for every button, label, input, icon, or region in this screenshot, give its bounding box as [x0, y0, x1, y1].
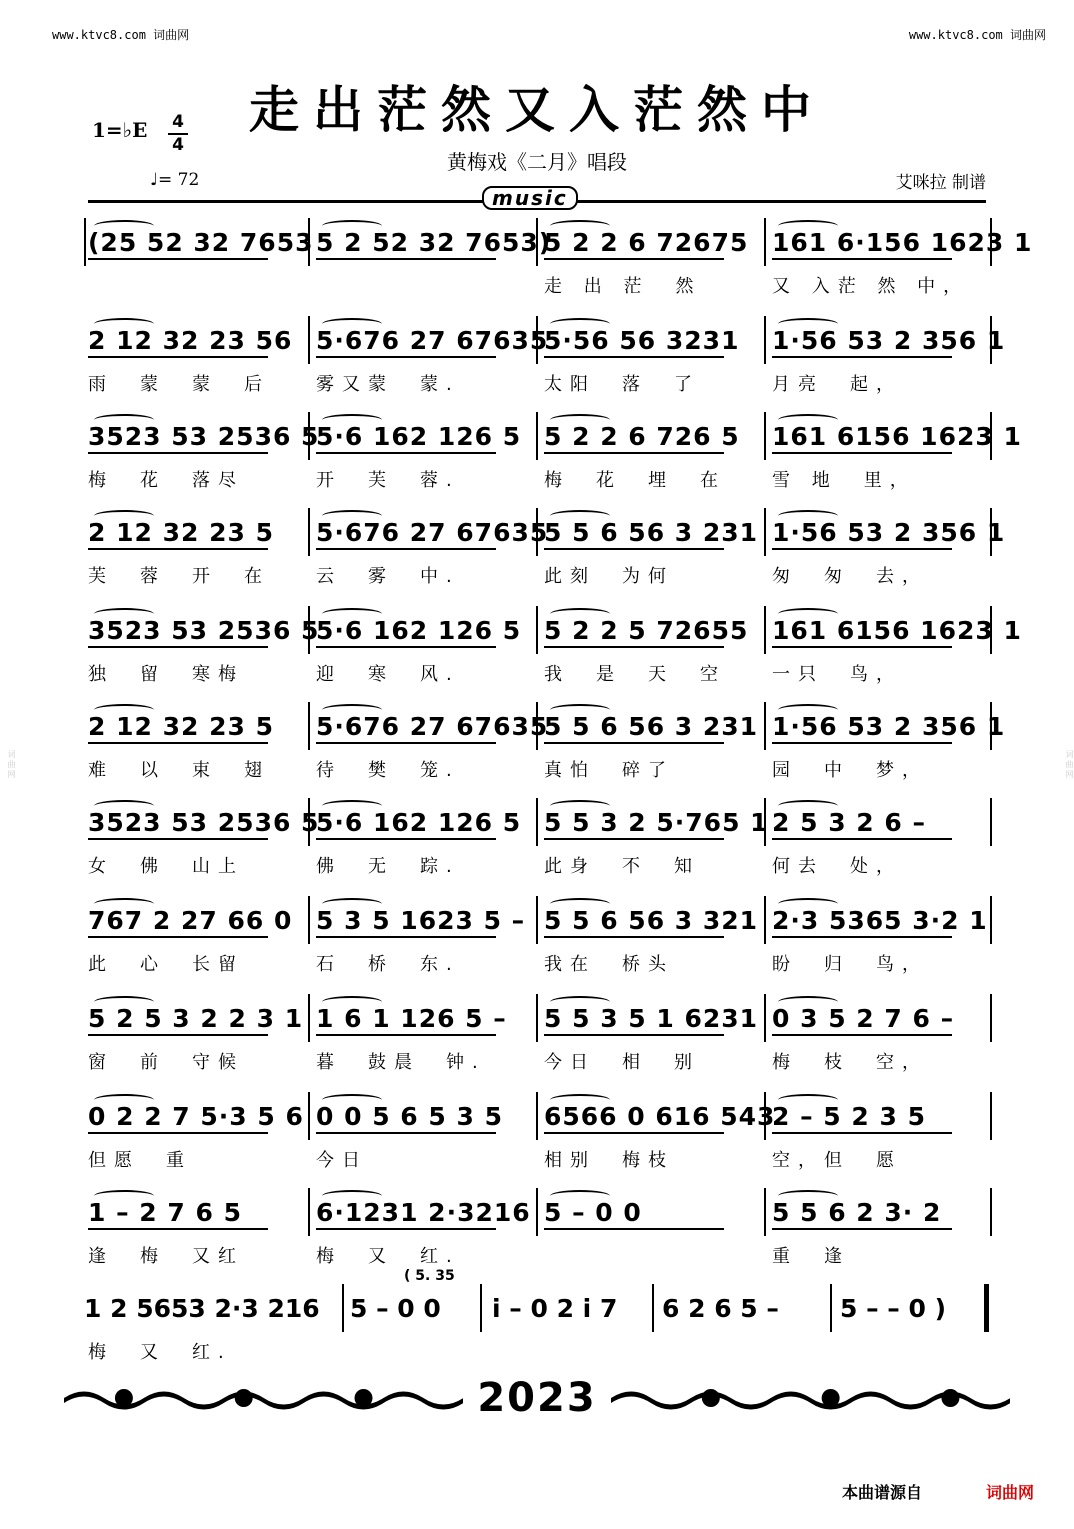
final-bar-4: 6 2 6 5 – — [662, 1294, 779, 1323]
measure — [312, 600, 562, 696]
measure-lyrics: 独 留 寒梅 — [88, 664, 244, 685]
final-barline — [984, 1284, 989, 1332]
beam-underline — [544, 452, 724, 454]
measure-lyrics: 走 出 茫 然 — [544, 276, 702, 297]
barline — [652, 1284, 654, 1332]
beam-underline — [772, 838, 952, 840]
beam-underline — [316, 452, 496, 454]
score-row — [84, 600, 1022, 696]
beam-underline — [316, 1034, 496, 1036]
barline — [308, 508, 310, 556]
beam-underline — [88, 936, 268, 938]
score-row — [84, 212, 1033, 308]
measure-lyrics: 相别 梅枝 — [544, 1150, 674, 1171]
barline — [536, 508, 538, 556]
score-row — [84, 310, 1006, 406]
barline — [536, 994, 538, 1042]
beam-underline — [88, 1132, 268, 1134]
meter-top: 4 — [172, 112, 184, 132]
ornament-right-icon — [611, 1383, 1010, 1413]
barline — [536, 316, 538, 364]
measure-notes: 5·676 27 67635 — [316, 712, 549, 741]
side-watermark-left: 词曲网 — [7, 749, 16, 780]
measure-lyrics: 开 芙 蓉. — [316, 470, 460, 491]
measure — [312, 310, 562, 406]
barline — [764, 218, 766, 266]
measure-notes: 5·6 162 126 5 — [316, 808, 522, 837]
beam-underline — [544, 646, 724, 648]
barline — [308, 1092, 310, 1140]
barline — [308, 1188, 310, 1236]
measure-lyrics: 但愿 重 — [88, 1150, 192, 1171]
measure — [768, 502, 1018, 598]
measure-lyrics: 云 雾 中. — [316, 566, 460, 587]
beam-underline — [88, 452, 268, 454]
beam-underline — [772, 1034, 952, 1036]
measure — [84, 890, 334, 986]
barline — [308, 994, 310, 1042]
measure — [768, 1086, 1018, 1182]
measure-notes: 0 2 2 7 5·3 5 6 — [88, 1102, 304, 1131]
measure — [312, 406, 562, 502]
score-row — [84, 890, 994, 986]
measure-lyrics: 雪 地 里， — [772, 470, 916, 491]
measure-lyrics: 窗 前 守候 — [88, 1052, 244, 1073]
measure-lyrics: 太阳 落 了 — [544, 374, 700, 395]
measure — [540, 600, 790, 696]
measure-notes: 3523 53 2536 5 — [88, 808, 320, 837]
final-bar-2: 5 – 0 0 — [350, 1294, 441, 1323]
beam-underline — [772, 258, 952, 260]
measure-notes: 5 5 3 2 5·765 1 — [544, 808, 769, 837]
measure-lyrics: 今日 — [316, 1150, 368, 1171]
beam-underline — [88, 1228, 268, 1230]
meter-bottom: 4 — [168, 133, 188, 156]
measure-notes: 5·6 162 126 5 — [316, 616, 522, 645]
beam-underline — [88, 548, 268, 550]
barline — [990, 508, 992, 556]
measure — [312, 890, 562, 986]
beam-underline — [316, 1228, 496, 1230]
barline — [342, 1284, 344, 1332]
measure-notes: (25 52 32 7653 — [88, 228, 314, 257]
barline — [764, 508, 766, 556]
measure-lyrics: 今日 相 别 — [544, 1052, 700, 1073]
final-lyrics: 梅 又 红. — [88, 1342, 232, 1363]
measure — [540, 1182, 790, 1278]
measure — [312, 1086, 562, 1182]
beam-underline — [544, 548, 724, 550]
measure-notes: 5·6 162 126 5 — [316, 422, 522, 451]
measure-lyrics: 重 逢 — [772, 1246, 850, 1267]
beam-underline — [772, 1132, 952, 1134]
barline — [764, 412, 766, 460]
barline — [308, 896, 310, 944]
measure-notes: 0 3 5 2 7 6 – — [772, 1004, 955, 1033]
source-site-link[interactable]: 词曲网 — [986, 1483, 1035, 1502]
barline — [308, 606, 310, 654]
measure-lyrics: 此身 不 知 — [544, 856, 700, 877]
measure-notes: 2 5 3 2 6 – — [772, 808, 926, 837]
beam-underline — [88, 742, 268, 744]
key-signature: 1=♭E — [92, 118, 148, 142]
score-row — [84, 696, 1006, 792]
score-row — [84, 1086, 994, 1182]
measure — [540, 310, 790, 406]
measure — [312, 696, 562, 792]
tempo-marking: ♩= 72 — [150, 170, 200, 190]
beam-underline — [316, 742, 496, 744]
measure-notes: 3523 53 2536 5 — [88, 616, 320, 645]
measure-notes: 5 – 0 0 — [544, 1198, 642, 1227]
measure — [768, 792, 1018, 888]
beam-underline — [544, 742, 724, 744]
measure-notes: 5 5 6 56 3 231 — [544, 712, 759, 741]
measure — [768, 212, 1033, 308]
measure-lyrics: 一只 鸟， — [772, 664, 902, 685]
measure-notes: 5 2 2 6 72675 — [544, 228, 749, 257]
barline — [990, 412, 992, 460]
measure-notes: 5 2 52 32 7653) — [316, 228, 552, 257]
barline — [308, 316, 310, 364]
measure — [84, 310, 334, 406]
beam-underline — [88, 838, 268, 840]
barline — [990, 994, 992, 1042]
subtitle: 黄梅戏《二月》唱段 — [447, 150, 627, 174]
measure-notes: 1·56 53 2 356 1 — [772, 518, 1006, 547]
final-bar-5: 5 – – 0 ) — [840, 1294, 947, 1323]
barline — [764, 1188, 766, 1236]
barline — [990, 218, 992, 266]
page-title: 走出茫然又入茫然中 — [249, 80, 825, 139]
barline — [536, 606, 538, 654]
beam-underline — [88, 356, 268, 358]
barline — [990, 896, 992, 944]
measure-notes: 767 2 27 66 0 — [88, 906, 293, 935]
measure — [84, 600, 334, 696]
measure — [84, 212, 334, 308]
beam-underline — [544, 1034, 724, 1036]
measure-notes: 161 6156 1623 1 — [772, 616, 1022, 645]
measure-notes: 5 2 2 6 726 5 — [544, 422, 740, 451]
measure-lyrics: 梅 枝 空， — [772, 1052, 928, 1073]
beam-underline — [772, 356, 952, 358]
measure — [84, 792, 334, 888]
ornament-left-icon — [64, 1383, 463, 1413]
beam-underline — [316, 258, 496, 260]
measure-notes: 5 2 2 5 72655 — [544, 616, 749, 645]
measure-notes: 2 – 5 2 3 5 — [772, 1102, 926, 1131]
barline — [764, 1092, 766, 1140]
barline — [764, 702, 766, 750]
measure-notes: 5 2 5 3 2 2 3 1 — [88, 1004, 304, 1033]
final-row — [84, 1268, 994, 1374]
measure — [540, 212, 790, 308]
measure-lyrics: 雨 蒙 蒙 后 — [88, 374, 270, 395]
score-row — [84, 406, 1022, 502]
barline — [764, 316, 766, 364]
final-bar-1: 1 2 5653 2·3 216 — [84, 1294, 320, 1323]
measure-lyrics: 又 入茫 然 中， — [772, 276, 970, 297]
beam-underline — [772, 1228, 952, 1230]
measure-notes: 1·56 53 2 356 1 — [772, 712, 1006, 741]
measure-notes: 5 3 5 1623 5 – — [316, 906, 526, 935]
measure-notes: 1 – 2 7 6 5 — [88, 1198, 242, 1227]
measure-lyrics: 空，但 愿 — [772, 1150, 902, 1171]
measure-notes: 1·56 53 2 356 1 — [772, 326, 1006, 355]
side-watermark-right: 词曲网 — [1065, 749, 1074, 780]
measure — [540, 406, 790, 502]
measure-notes: 5 5 3 5 1 6231 — [544, 1004, 759, 1033]
final-bar-3: i – 0 2 i 7 — [492, 1294, 618, 1323]
beam-underline — [544, 258, 724, 260]
measure-notes: 161 6156 1623 1 — [772, 422, 1022, 451]
measure-notes: 6·1231 2·3216 — [316, 1198, 531, 1227]
measure — [312, 212, 562, 308]
beam-underline — [772, 646, 952, 648]
measure — [540, 1086, 790, 1182]
barline — [990, 702, 992, 750]
measure — [84, 696, 334, 792]
measure-notes: 161 6·156 1623 1 — [772, 228, 1033, 257]
measure — [768, 1182, 1018, 1278]
measure — [768, 696, 1018, 792]
year-label: 2023 — [477, 1375, 597, 1421]
measure — [768, 310, 1018, 406]
measure-lyrics: 梅 花 埋 在 — [544, 470, 726, 491]
beam-underline — [772, 936, 952, 938]
measure-lyrics: 难 以 束 翅 — [88, 760, 270, 781]
ornament-border — [64, 1376, 1010, 1420]
measure — [312, 988, 562, 1084]
measure-notes: 5·676 27 67635 — [316, 326, 549, 355]
barline — [536, 1188, 538, 1236]
measure-lyrics: 女 佛 山上 — [88, 856, 244, 877]
barline — [536, 218, 538, 266]
measure — [768, 988, 1018, 1084]
barline — [990, 316, 992, 364]
beam-underline — [88, 258, 268, 260]
measure-lyrics: 此刻 为何 — [544, 566, 674, 587]
measure — [540, 890, 790, 986]
beam-underline — [316, 1132, 496, 1134]
beam-underline — [544, 838, 724, 840]
measure — [540, 988, 790, 1084]
measure-lyrics: 我在 桥头 — [544, 954, 674, 975]
barline — [764, 994, 766, 1042]
barline — [536, 1092, 538, 1140]
measure-lyrics: 佛 无 踪. — [316, 856, 460, 877]
measure-notes: 5 5 6 56 3 231 — [544, 518, 759, 547]
beam-underline — [316, 646, 496, 648]
header-watermark-left: www.ktvc8.com 词曲网 — [52, 28, 190, 42]
measure-lyrics: 真怕 碎了 — [544, 760, 674, 781]
measure-lyrics: 芙 蓉 开 在 — [88, 566, 270, 587]
barline — [536, 896, 538, 944]
barline — [536, 798, 538, 846]
measure-lyrics: 盼 归 鸟， — [772, 954, 928, 975]
beam-underline — [88, 1034, 268, 1036]
barline — [536, 412, 538, 460]
measure — [84, 1182, 334, 1278]
music-badge: music — [482, 186, 578, 210]
score-row — [84, 502, 1006, 598]
barline — [990, 1188, 992, 1236]
measure — [768, 600, 1022, 696]
score-row — [84, 792, 994, 888]
barline — [764, 606, 766, 654]
measure — [540, 502, 790, 598]
barline — [480, 1284, 482, 1332]
measure-notes: 5·676 27 67635 — [316, 518, 549, 547]
beam-underline — [544, 356, 724, 358]
beam-underline — [316, 838, 496, 840]
score-row — [84, 1182, 994, 1278]
measure-lyrics: 暮 鼓晨 钟. — [316, 1052, 486, 1073]
measure-lyrics: 逢 梅 又红 — [88, 1246, 244, 1267]
measure-notes: 2 12 32 23 5 — [88, 518, 274, 547]
beam-underline — [772, 742, 952, 744]
repeat-note: ( 5. 35 — [404, 1268, 455, 1284]
barline — [308, 218, 310, 266]
barline — [990, 606, 992, 654]
barline — [990, 1092, 992, 1140]
measure-notes: 5 5 6 2 3· 2 — [772, 1198, 942, 1227]
measure — [312, 1182, 562, 1278]
measure-lyrics: 迎 寒 风. — [316, 664, 460, 685]
barline — [536, 702, 538, 750]
measure-lyrics: 何去 处， — [772, 856, 902, 877]
measure-lyrics: 梅 花 落尽 — [88, 470, 244, 491]
barline — [764, 798, 766, 846]
measure-notes: 2 12 32 23 5 — [88, 712, 274, 741]
measure — [84, 988, 334, 1084]
measure-lyrics: 我 是 天 空 — [544, 664, 726, 685]
source-label: 本曲谱源自 — [842, 1483, 923, 1502]
beam-underline — [316, 356, 496, 358]
measure-notes: 5·56 56 3231 — [544, 326, 740, 355]
measure-notes: 1 6 1 126 5 – — [316, 1004, 507, 1033]
measure-lyrics: 园 中 梦， — [772, 760, 928, 781]
composer-credit: 艾咪拉 制谱 — [895, 173, 986, 193]
measure-notes: 0 0 5 6 5 3 5 — [316, 1102, 503, 1131]
measure-notes: 5 5 6 56 3 321 — [544, 906, 759, 935]
beam-underline — [88, 646, 268, 648]
measure-lyrics: 雾又蒙 蒙. — [316, 374, 460, 395]
measure — [768, 890, 1018, 986]
measure-notes: 2·3 5365 3·2 1 — [772, 906, 988, 935]
beam-underline — [544, 1132, 724, 1134]
measure-notes: 3523 53 2536 5 — [88, 422, 320, 451]
measure — [540, 696, 790, 792]
measure-notes: 6566 0 616 543 — [544, 1102, 776, 1131]
barline — [308, 412, 310, 460]
beam-underline — [316, 548, 496, 550]
beam-underline — [772, 452, 952, 454]
measure — [84, 502, 334, 598]
barline — [830, 1284, 832, 1332]
beam-underline — [544, 1228, 724, 1230]
barline — [308, 798, 310, 846]
barline — [308, 702, 310, 750]
measure — [312, 792, 562, 888]
measure — [312, 502, 562, 598]
measure — [768, 406, 1022, 502]
measure — [84, 1086, 334, 1182]
measure-lyrics: 月亮 起， — [772, 374, 902, 395]
measure-notes: 2 12 32 23 56 — [88, 326, 293, 355]
header-watermark-right: www.ktvc8.com 词曲网 — [908, 28, 1046, 42]
measure-lyrics: 石 桥 东. — [316, 954, 460, 975]
measure-lyrics: 匆 匆 去， — [772, 566, 928, 587]
beam-underline — [316, 936, 496, 938]
measure — [540, 792, 790, 888]
barline — [764, 896, 766, 944]
barline — [990, 798, 992, 846]
score-row — [84, 988, 994, 1084]
beam-underline — [544, 936, 724, 938]
measure-lyrics: 此 心 长留 — [88, 954, 244, 975]
measure-lyrics: 待 樊 笼. — [316, 760, 460, 781]
beam-underline — [772, 548, 952, 550]
measure-lyrics: 梅 又 红. — [316, 1246, 460, 1267]
measure — [84, 406, 334, 502]
